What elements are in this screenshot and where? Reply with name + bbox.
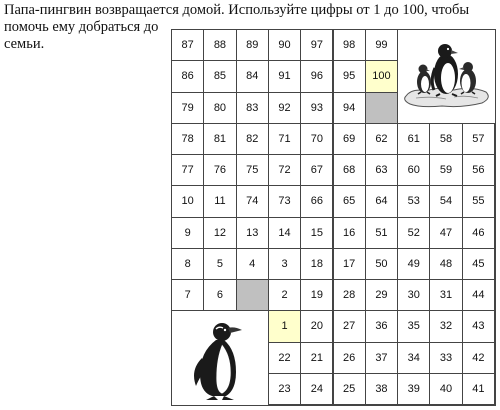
chick-left-icon bbox=[417, 65, 431, 95]
grid-cell: 19 bbox=[300, 279, 333, 311]
grid-cell: 47 bbox=[429, 217, 462, 249]
grid-cell: 83 bbox=[236, 92, 269, 124]
grid-cell: 37 bbox=[365, 342, 398, 374]
grid-cell: 98 bbox=[333, 29, 366, 61]
grid-cell: 34 bbox=[397, 342, 430, 374]
grid-cell: 18 bbox=[300, 248, 333, 280]
grid-cell: 11 bbox=[203, 185, 236, 217]
grid-cell: 40 bbox=[429, 373, 462, 405]
grid-cell: 73 bbox=[268, 185, 301, 217]
grid-cell: 76 bbox=[203, 154, 236, 186]
grid-cell: 39 bbox=[397, 373, 430, 405]
grid-cell: 86 bbox=[171, 60, 204, 92]
grid-cell: 96 bbox=[300, 60, 333, 92]
grid-cell: 28 bbox=[333, 279, 366, 311]
grid-cell: 27 bbox=[333, 310, 366, 342]
grid-cell: 61 bbox=[397, 123, 430, 155]
grid-cell: 4 bbox=[236, 248, 269, 280]
grid-cell: 74 bbox=[236, 185, 269, 217]
grid-cell: 44 bbox=[462, 279, 495, 311]
grid-cell-blank bbox=[365, 92, 398, 124]
grid-cell: 70 bbox=[300, 123, 333, 155]
grid-cell: 64 bbox=[365, 185, 398, 217]
grid-cell: 15 bbox=[300, 217, 333, 249]
grid-cell: 85 bbox=[203, 60, 236, 92]
grid-cell: 100 bbox=[365, 60, 398, 92]
grid-cell: 58 bbox=[429, 123, 462, 155]
grid-cell: 12 bbox=[203, 217, 236, 249]
grid-cell: 9 bbox=[171, 217, 204, 249]
grid-cell: 48 bbox=[429, 248, 462, 280]
grid-cell: 5 bbox=[203, 248, 236, 280]
instructions-line-1: Папа-пингвин возвращается домой. Используйте цифры от 1 до 100, чтобы bbox=[4, 2, 470, 18]
grid-cell: 93 bbox=[300, 92, 333, 124]
instructions-line-2: помочь ему добраться до семьи. bbox=[4, 19, 159, 52]
number-maze-grid bbox=[171, 29, 496, 406]
grid-cell: 81 bbox=[203, 123, 236, 155]
grid-cell: 30 bbox=[397, 279, 430, 311]
penguin-father-icon bbox=[194, 323, 242, 400]
grid-cell: 56 bbox=[462, 154, 495, 186]
grid-cell: 6 bbox=[203, 279, 236, 311]
grid-cell: 65 bbox=[333, 185, 366, 217]
grid-cell: 87 bbox=[171, 29, 204, 61]
grid-cell: 72 bbox=[268, 154, 301, 186]
grid-cell: 62 bbox=[365, 123, 398, 155]
grid-cell: 91 bbox=[268, 60, 301, 92]
grid-cell: 20 bbox=[300, 310, 333, 342]
grid-cell: 16 bbox=[333, 217, 366, 249]
grid-cell: 26 bbox=[333, 342, 366, 374]
grid-cell: 7 bbox=[171, 279, 204, 311]
grid-cell: 51 bbox=[365, 217, 398, 249]
grid-cell: 52 bbox=[397, 217, 430, 249]
grid-cell: 31 bbox=[429, 279, 462, 311]
grid-cell: 66 bbox=[300, 185, 333, 217]
grid-cell: 22 bbox=[268, 342, 301, 374]
grid-cell: 88 bbox=[203, 29, 236, 61]
grid-cell: 57 bbox=[462, 123, 495, 155]
grid-cell: 50 bbox=[365, 248, 398, 280]
grid-cell: 10 bbox=[171, 185, 204, 217]
grid-cell: 68 bbox=[333, 154, 366, 186]
grid-cell: 94 bbox=[333, 92, 366, 124]
grid-cell: 17 bbox=[333, 248, 366, 280]
grid-cell-blank bbox=[236, 279, 269, 311]
penguin-family-illustration bbox=[402, 36, 492, 110]
grid-cell: 8 bbox=[171, 248, 204, 280]
grid-cell: 2 bbox=[268, 279, 301, 311]
grid-cell: 54 bbox=[429, 185, 462, 217]
grid-cell: 14 bbox=[268, 217, 301, 249]
grid-cell: 24 bbox=[300, 373, 333, 405]
grid-cell: 33 bbox=[429, 342, 462, 374]
grid-cell: 82 bbox=[236, 123, 269, 155]
grid-cell: 23 bbox=[268, 373, 301, 405]
grid-cell: 49 bbox=[397, 248, 430, 280]
grid-cell: 1 bbox=[268, 310, 301, 342]
grid-cell: 84 bbox=[236, 60, 269, 92]
grid-cell: 97 bbox=[300, 29, 333, 61]
grid-cell: 95 bbox=[333, 60, 366, 92]
grid-cell: 13 bbox=[236, 217, 269, 249]
grid-cell: 60 bbox=[397, 154, 430, 186]
grid-cell: 21 bbox=[300, 342, 333, 374]
grid-cell: 69 bbox=[333, 123, 366, 155]
grid-cell: 25 bbox=[333, 373, 366, 405]
grid-cell: 77 bbox=[171, 154, 204, 186]
grid-cell: 89 bbox=[236, 29, 269, 61]
grid-cell: 38 bbox=[365, 373, 398, 405]
grid-cell: 79 bbox=[171, 92, 204, 124]
grid-cell: 90 bbox=[268, 29, 301, 61]
grid-cell: 55 bbox=[462, 185, 495, 217]
grid-cell: 92 bbox=[268, 92, 301, 124]
grid-cell: 35 bbox=[397, 310, 430, 342]
grid-cell: 71 bbox=[268, 123, 301, 155]
penguin-father-illustration bbox=[186, 318, 250, 402]
grid-cell: 75 bbox=[236, 154, 269, 186]
grid-cell: 67 bbox=[300, 154, 333, 186]
grid-cell: 78 bbox=[171, 123, 204, 155]
grid-cell: 45 bbox=[462, 248, 495, 280]
grid-cell: 3 bbox=[268, 248, 301, 280]
grid-cell: 53 bbox=[397, 185, 430, 217]
grid-cell: 29 bbox=[365, 279, 398, 311]
grid-cell: 43 bbox=[462, 310, 495, 342]
grid-cell: 59 bbox=[429, 154, 462, 186]
grid-cell: 41 bbox=[462, 373, 495, 405]
grid-cell: 80 bbox=[203, 92, 236, 124]
grid-cell: 36 bbox=[365, 310, 398, 342]
grid-cell: 32 bbox=[429, 310, 462, 342]
grid-cell: 99 bbox=[365, 29, 398, 61]
grid-cell: 63 bbox=[365, 154, 398, 186]
grid-cell: 42 bbox=[462, 342, 495, 374]
grid-cell: 46 bbox=[462, 217, 495, 249]
